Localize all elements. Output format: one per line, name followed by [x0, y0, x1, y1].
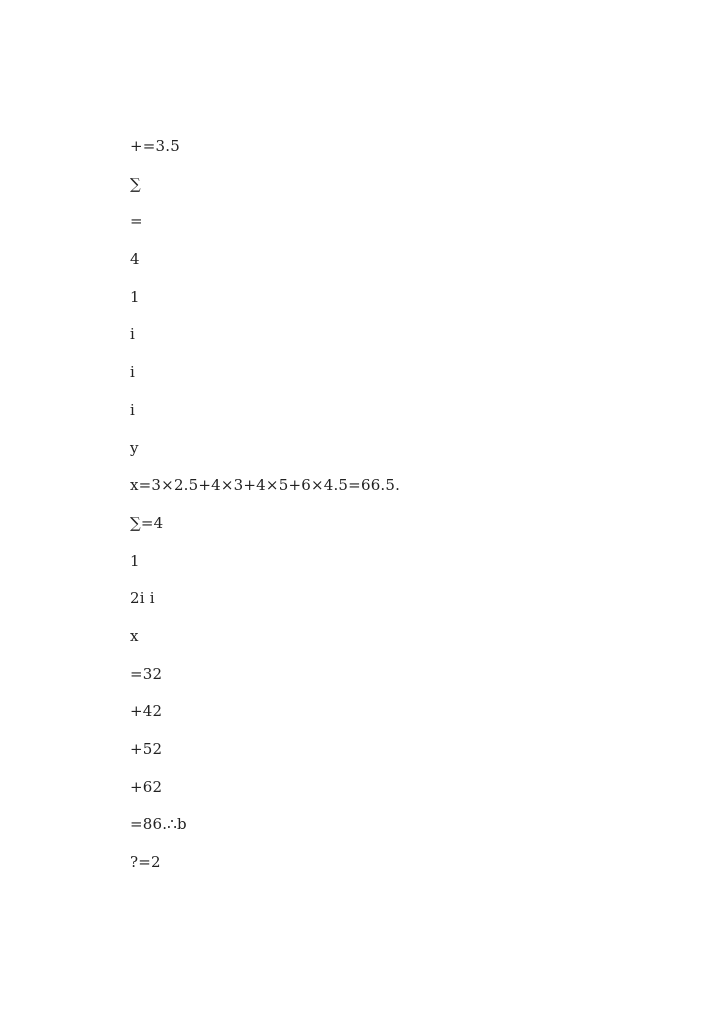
- text-line: +=3.5: [130, 137, 180, 155]
- text-line: 2i i: [130, 589, 155, 608]
- text-line: +42: [130, 702, 163, 721]
- text-line: x=3×2.5+4×3+4×5+6×4.5=66.5.: [130, 476, 401, 495]
- text-line: i: [130, 363, 135, 382]
- document-text-lines: [130, 134, 400, 888]
- text-line: ∑: [130, 174, 141, 193]
- text-line: +52: [130, 740, 163, 758]
- text-line: =86.∴b: [130, 815, 187, 834]
- text-line: ∑=4: [130, 513, 164, 532]
- text-line: i: [130, 400, 135, 419]
- text-line: 1: [130, 287, 140, 306]
- text-line: ?=2: [130, 853, 161, 872]
- text-line: 1: [130, 551, 140, 570]
- text-line: i: [130, 325, 135, 344]
- text-line: 4: [130, 250, 140, 269]
- text-line: =: [130, 212, 143, 231]
- text-line: y: [130, 438, 139, 457]
- text-line: x: [130, 626, 139, 645]
- text-line: +62: [130, 777, 163, 796]
- text-line: =32: [130, 664, 163, 683]
